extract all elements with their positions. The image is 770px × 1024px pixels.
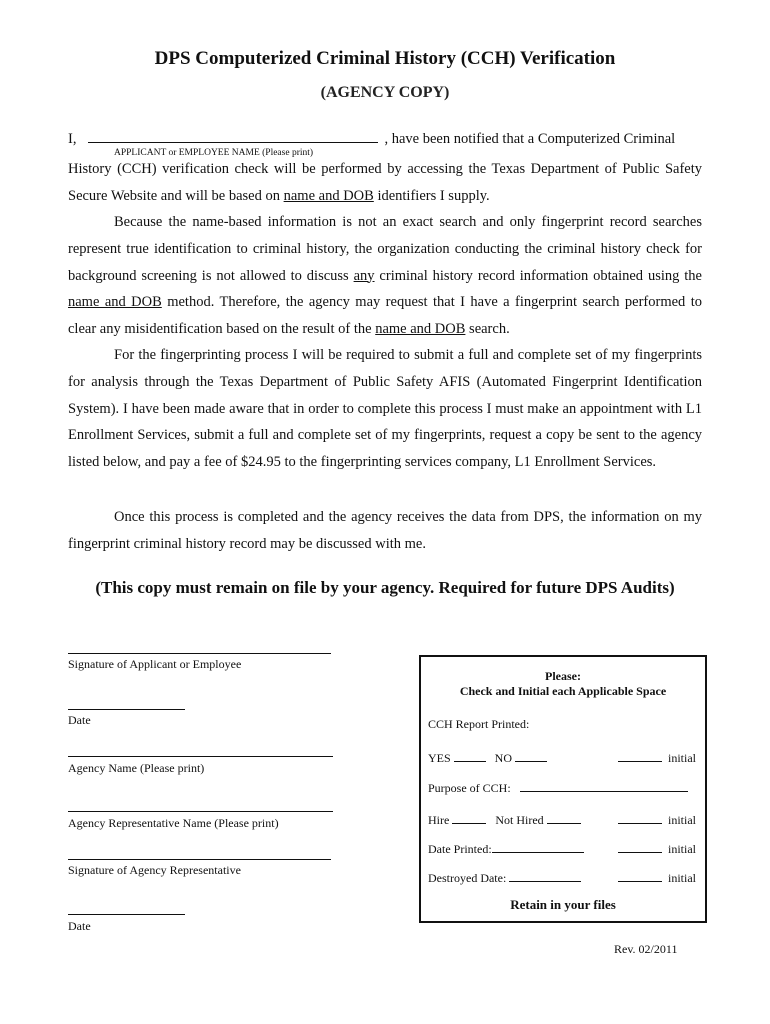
agency-rep-name-field[interactable] <box>68 811 333 812</box>
p2-underlined-any: any <box>353 267 375 284</box>
date-printed-row <box>428 842 584 857</box>
destroyed-date-label: Destroyed Date: <box>428 871 507 885</box>
yes-label: YES <box>428 751 451 765</box>
p2-text-a: Because the name-based information is not an exact search and only fingerprint record searches represent true identification to criminal history, the organization conducting the criminal history check for background screening is not allowed to discuss <box>68 214 702 284</box>
paragraph-4: Once this process is completed and the agency receives the data from DPS, the information on my fingerprint criminal history record may be discussed with me. <box>68 509 702 552</box>
page-subtitle: (AGENCY COPY) <box>320 84 450 101</box>
yes-blank[interactable] <box>454 751 486 762</box>
retention-notice: (This copy must remain on file by your agency. Required for future DPS Audits) <box>95 578 675 597</box>
initial-label-2: initial <box>668 813 696 827</box>
initial-row-1 <box>618 751 696 766</box>
agency-rep-name-label: Agency Representative Name (Please print) <box>68 816 279 830</box>
p2-text-c: method. Therefore, the agency may request that I have a fingerprint search performed to clear any misidentification based on the result of the <box>68 294 702 338</box>
applicant-name-caption: APPLICANT or EMPLOYEE NAME (Please print) <box>114 148 314 158</box>
agency-name-label: Agency Name (Please print) <box>68 761 205 775</box>
checklist-please: Please: <box>545 669 581 683</box>
p2-underlined-search: name and DOB <box>375 321 466 338</box>
initial-blank-4[interactable] <box>618 871 662 882</box>
purpose-row <box>428 781 688 796</box>
initial-label-1: initial <box>668 751 696 765</box>
initial-label-3: initial <box>668 842 696 856</box>
p1-text-a: History (CCH) verification check will be performed by accessing the Texas Department of Public Safety Secure Website and will be based on <box>68 161 702 204</box>
agency-rep-signature-label: Signature of Agency Representative <box>68 863 241 877</box>
date-printed-label: Date Printed: <box>428 842 492 856</box>
date-field-1[interactable] <box>68 709 185 710</box>
not-hired-blank[interactable] <box>547 813 581 824</box>
initial-blank-2[interactable] <box>618 813 662 824</box>
intro-prefix: I, <box>68 131 77 147</box>
applicant-signature-field[interactable] <box>68 653 331 654</box>
p2-text-d: search. <box>465 321 510 338</box>
purpose-blank[interactable] <box>520 781 688 792</box>
initial-row-3 <box>618 842 696 857</box>
no-blank[interactable] <box>515 751 547 762</box>
intro-line <box>68 130 675 148</box>
destroyed-date-blank[interactable] <box>509 871 581 882</box>
date-label-1: Date <box>68 713 91 727</box>
applicant-signature-label: Signature of Applicant or Employee <box>68 657 242 671</box>
intro-suffix: , have been notified that a Computerized Criminal <box>384 131 676 147</box>
checklist-box <box>419 655 707 923</box>
applicant-name-field[interactable] <box>88 130 378 143</box>
initial-row-4 <box>618 871 696 886</box>
page-title: DPS Computerized Criminal History (CCH) Verification <box>154 48 616 69</box>
p2-text-b: criminal history record information obtained using the <box>374 267 702 284</box>
hire-blank[interactable] <box>452 813 486 824</box>
initial-label-4: initial <box>668 871 696 885</box>
p1-underlined: name and DOB <box>283 187 374 204</box>
purpose-label: Purpose of CCH: <box>428 781 511 795</box>
retain-note: Retain in your files <box>510 897 616 912</box>
p2-underlined-method: name and DOB <box>68 294 162 311</box>
initial-blank-3[interactable] <box>618 842 662 853</box>
no-label: NO <box>494 751 513 765</box>
agency-rep-signature-field[interactable] <box>68 859 331 860</box>
paragraph-3: For the fingerprinting process I will be required to submit a full and complete set of my fingerprints for analysis through the Texas Department of Public Safety AFIS (Automated Fingerprint Identification System). I have been made aware that in order to complete this process I must make an appointment with L1 Enrollment Services, submit a full and complete set of my fingerprints, request a copy be sent to the agency listed below, and pay a fee of $24.95 to the fingerprinting services company, L1 Enrollment Services. <box>68 347 702 471</box>
date-printed-blank[interactable] <box>492 842 584 853</box>
paragraph-2 <box>68 209 702 343</box>
initial-row-2 <box>618 813 696 828</box>
checklist-instruction: Check and Initial each Applicable Space <box>459 684 667 698</box>
destroyed-date-row <box>428 871 581 886</box>
agency-name-field[interactable] <box>68 756 333 757</box>
p1-text-b: identifiers I supply. <box>373 187 490 204</box>
hire-label: Hire <box>428 813 450 827</box>
revision-label: Rev. 02/2011 <box>614 942 678 956</box>
yes-no-row <box>428 751 547 766</box>
not-hired-label: Not Hired <box>495 813 544 827</box>
report-printed-label: CCH Report Printed: <box>428 717 530 731</box>
hire-row <box>428 813 581 828</box>
paragraph-1 <box>68 156 702 210</box>
date-field-2[interactable] <box>68 914 185 915</box>
initial-blank-1[interactable] <box>618 751 662 762</box>
date-label-2: Date <box>68 919 91 933</box>
